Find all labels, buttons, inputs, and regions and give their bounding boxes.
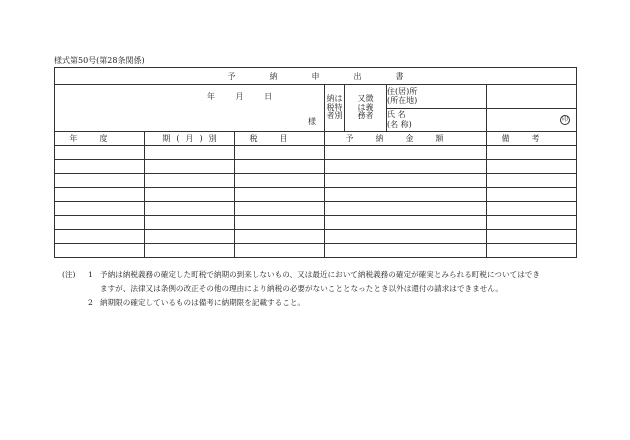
note-text: 納期限の確定しているものは備考に納期限を記載すること。 [100, 298, 306, 307]
cell[interactable] [145, 230, 235, 244]
cell[interactable] [325, 230, 487, 244]
honorific: 様 [308, 117, 316, 126]
cell[interactable] [235, 244, 325, 258]
cell[interactable] [235, 160, 325, 174]
cell[interactable] [235, 230, 325, 244]
cell[interactable] [55, 188, 145, 202]
cell[interactable] [55, 230, 145, 244]
col-prepaid-amount: 予納金額 [325, 132, 487, 146]
cell[interactable] [487, 160, 577, 174]
cell[interactable] [487, 216, 577, 230]
table-row [55, 230, 577, 244]
note-number: 2 [88, 298, 93, 307]
cell[interactable] [325, 146, 487, 160]
cell[interactable] [145, 174, 235, 188]
note-text-continued: ますが、法律又は条例の改正その他の理由により納税の必要がないこととなったとき以外は還付の請求はできません。 [100, 284, 503, 293]
cell[interactable] [145, 188, 235, 202]
cell[interactable] [325, 174, 487, 188]
table-row [55, 202, 577, 216]
cell[interactable] [325, 160, 487, 174]
taxpayer-label: 納は 税特 者別 [325, 85, 345, 132]
form-title: 予納申出書 [55, 68, 577, 85]
name-label: 氏 名 (名 称) [387, 108, 487, 132]
cell[interactable] [145, 146, 235, 160]
cell[interactable] [487, 146, 577, 160]
cell[interactable] [55, 202, 145, 216]
cell[interactable] [325, 216, 487, 230]
cell[interactable] [235, 174, 325, 188]
col-remarks: 備考 [487, 132, 577, 146]
name-field[interactable] [487, 108, 577, 132]
seal-icon: 印 [561, 115, 568, 123]
cell[interactable] [55, 216, 145, 230]
cell[interactable] [145, 216, 235, 230]
col-period: 期(月)別 [145, 132, 235, 146]
application-form [54, 67, 577, 258]
cell[interactable] [145, 160, 235, 174]
cell[interactable] [325, 202, 487, 216]
note-text: 予納は納税義務の確定した町税で納期の到来しないもの、又は最近において納税義務の確定が確実とみられる町税についてはでき [100, 270, 540, 279]
cell[interactable] [145, 202, 235, 216]
table-row [55, 188, 577, 202]
address-label: 住(居)所 (所在地) [387, 85, 487, 109]
cell[interactable] [487, 188, 577, 202]
table-row [55, 160, 577, 174]
cell[interactable] [55, 146, 145, 160]
form-number: 様式第50号(第28条関係) [54, 56, 145, 65]
notes-mark: (注) [62, 270, 76, 279]
cell[interactable] [325, 244, 487, 258]
date-cell [55, 85, 325, 132]
table-row [55, 244, 577, 258]
cell[interactable] [487, 230, 577, 244]
cell[interactable] [487, 202, 577, 216]
cell[interactable] [325, 188, 487, 202]
table-row [55, 174, 577, 188]
taxpayer-label-2: 又徴 は義 務者 [345, 85, 387, 132]
notes [62, 268, 582, 310]
cell[interactable] [235, 146, 325, 160]
cell[interactable] [235, 216, 325, 230]
cell[interactable] [55, 174, 145, 188]
table-row [55, 216, 577, 230]
address-field[interactable] [487, 85, 577, 109]
cell[interactable] [235, 188, 325, 202]
cell[interactable] [55, 244, 145, 258]
cell[interactable] [55, 160, 145, 174]
cell[interactable] [487, 244, 577, 258]
cell[interactable] [235, 202, 325, 216]
col-fiscal-year: 年度 [55, 132, 145, 146]
note-number: 1 [88, 270, 93, 279]
cell[interactable] [145, 244, 235, 258]
date-label: 年 月 日 [207, 92, 273, 101]
col-tax-item: 税目 [235, 132, 325, 146]
table-row [55, 146, 577, 160]
cell[interactable] [487, 174, 577, 188]
